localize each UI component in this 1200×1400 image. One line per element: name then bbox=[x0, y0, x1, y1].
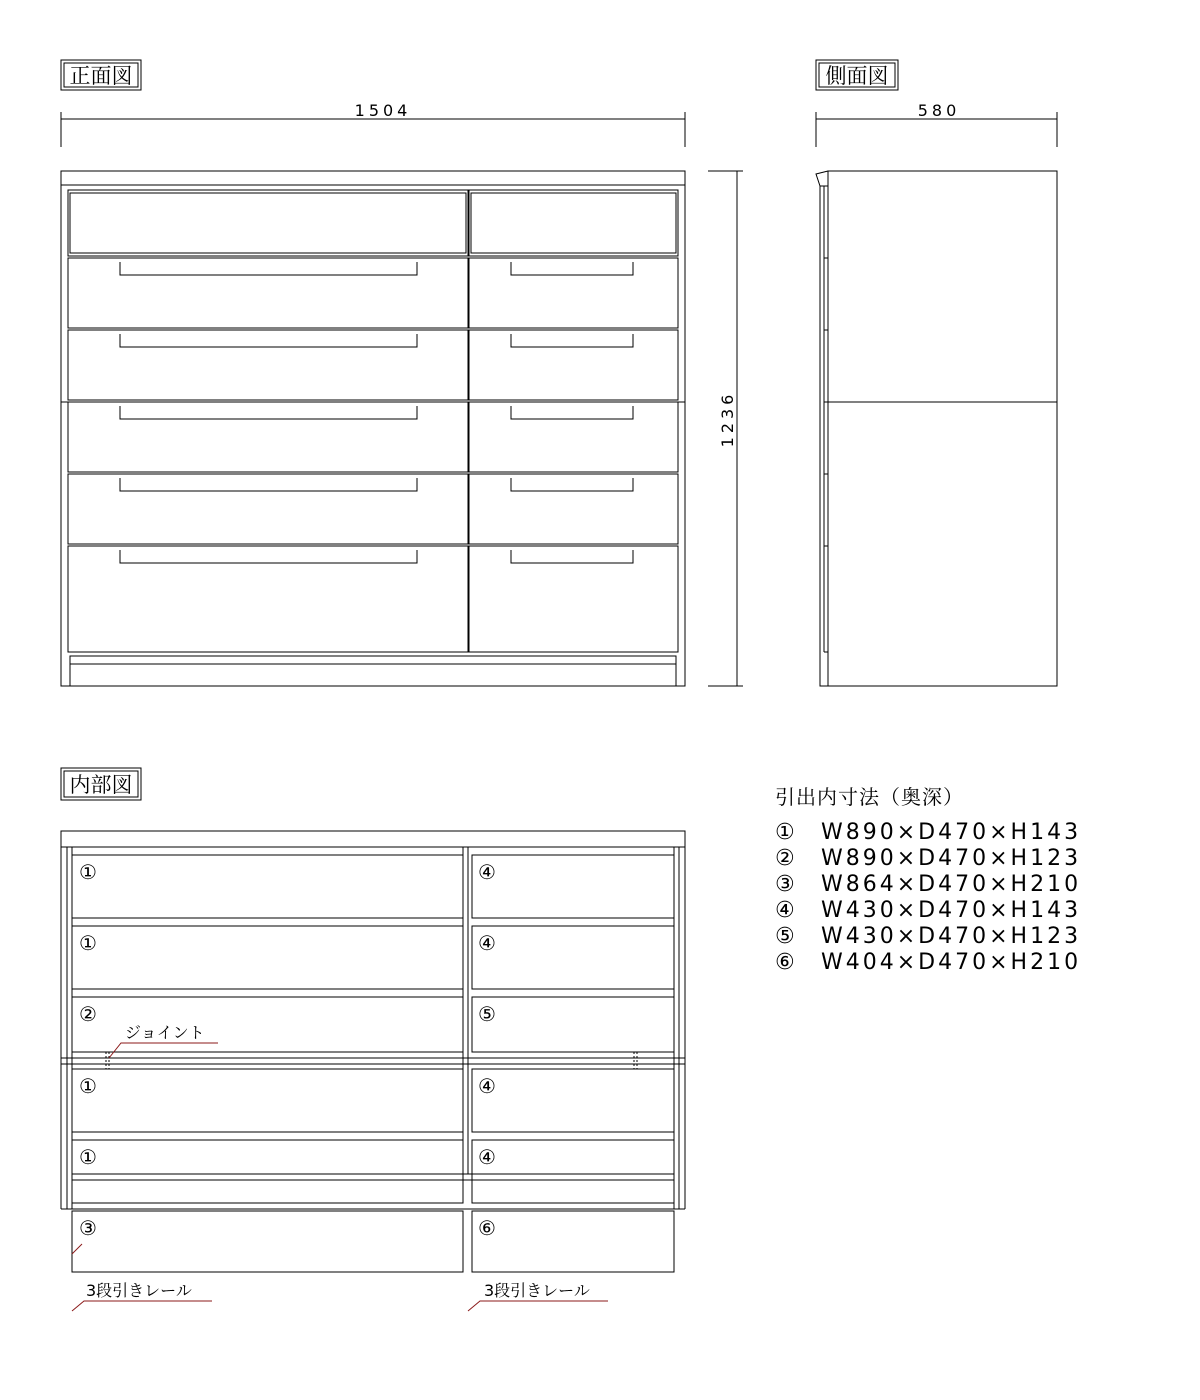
interior-joint-divider bbox=[61, 1052, 685, 1069]
interior-cabinet bbox=[61, 831, 685, 1209]
legend-item-number: ⑥ bbox=[775, 950, 795, 975]
legend-item-spec: W864×D470×H210 bbox=[821, 872, 1082, 897]
front-cabinet bbox=[61, 171, 685, 686]
interior-view bbox=[61, 768, 685, 1272]
joint-leader-line bbox=[109, 1043, 218, 1058]
front-view bbox=[61, 60, 743, 686]
drawer-label-right-6: ⑥ bbox=[478, 1216, 496, 1240]
drawer-label-right-3: ⑤ bbox=[478, 1002, 496, 1026]
legend-item bbox=[775, 872, 1081, 898]
legend-item-spec: W430×D470×H143 bbox=[821, 898, 1082, 923]
front-height-dimension-label: 1236 bbox=[718, 390, 737, 448]
legend-list bbox=[775, 820, 1081, 976]
legend-item-spec: W890×D470×H123 bbox=[821, 846, 1082, 871]
legend-item bbox=[775, 846, 1081, 872]
legend-item bbox=[775, 820, 1081, 846]
legend-item-number: ③ bbox=[775, 872, 795, 897]
drawer-label-left-6: ③ bbox=[79, 1216, 97, 1240]
rail-leader-line-left bbox=[72, 1244, 82, 1254]
rail-leader-line-right bbox=[468, 1301, 608, 1311]
legend-item bbox=[775, 950, 1081, 976]
legend-item bbox=[775, 898, 1081, 924]
legend-item-spec: W890×D470×H143 bbox=[821, 820, 1082, 845]
drawer-dimensions-legend bbox=[775, 781, 1081, 976]
front-view-title: 正面図 bbox=[69, 64, 133, 88]
joint-note: ジョイント bbox=[125, 1023, 205, 1042]
front-drawer-handles bbox=[120, 262, 633, 563]
legend-heading: 引出内寸法（奥深） bbox=[775, 785, 964, 809]
legend-item-number: ② bbox=[775, 846, 795, 871]
drawer-label-left-5: ① bbox=[79, 1145, 97, 1169]
rail-note-left: 3段引きレール bbox=[86, 1281, 192, 1300]
legend-item-number: ① bbox=[775, 820, 795, 845]
front-drawers bbox=[68, 190, 678, 652]
drawer-label-right-4: ④ bbox=[478, 1074, 496, 1098]
legend-item-number: ④ bbox=[775, 898, 795, 923]
rail-note-right: 3段引きレール bbox=[484, 1281, 590, 1300]
side-depth-dimension-label: 580 bbox=[917, 101, 961, 120]
side-view-title: 側面図 bbox=[825, 64, 889, 88]
legend-item-number: ⑤ bbox=[775, 924, 795, 949]
side-cabinet bbox=[816, 171, 1057, 686]
interior-leader-lines bbox=[72, 1043, 608, 1311]
side-view bbox=[816, 60, 1057, 686]
drawer-label-right-5: ④ bbox=[478, 1145, 496, 1169]
legend-item-spec: W430×D470×H123 bbox=[821, 924, 1082, 949]
interior-view-title: 内部図 bbox=[69, 773, 133, 797]
drawer-label-right-1: ④ bbox=[478, 860, 496, 884]
legend-item bbox=[775, 924, 1081, 950]
drawer-label-left-3: ② bbox=[79, 1002, 97, 1026]
drawer-label-left-4: ① bbox=[79, 1074, 97, 1098]
front-width-dimension-label: 1504 bbox=[354, 101, 412, 120]
drawer-label-left-2: ① bbox=[79, 931, 97, 955]
rail-leader-line-left-2 bbox=[72, 1301, 212, 1311]
drawer-label-right-2: ④ bbox=[478, 931, 496, 955]
legend-item-spec: W404×D470×H210 bbox=[821, 950, 1082, 975]
drawer-label-left-1: ① bbox=[79, 860, 97, 884]
